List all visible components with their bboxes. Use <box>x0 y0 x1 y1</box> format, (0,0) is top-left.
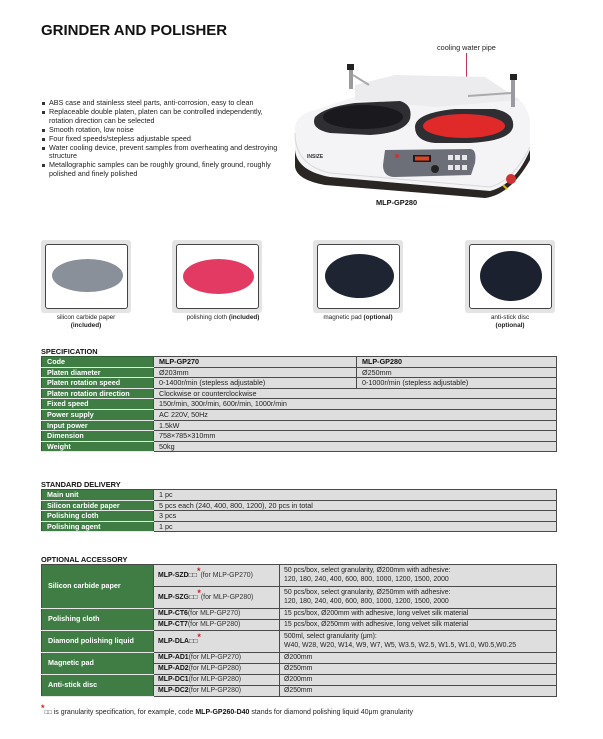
accessory-code: MLP-AD2(for MLP-GP280) <box>154 664 280 675</box>
delivery-label: Polishing agent <box>42 521 154 532</box>
accessory-group-label: Polishing cloth <box>42 609 154 631</box>
spec-value: Clockwise or counterclockwise <box>154 388 557 399</box>
section-title-specification: SPECIFICATION <box>41 347 98 356</box>
spec-label: Dimension <box>42 431 154 442</box>
accessory-description: Ø250mm <box>280 664 557 675</box>
table-row <box>42 388 557 399</box>
table-row <box>42 441 557 452</box>
table-row <box>42 409 557 420</box>
feature-item: Four fixed speeds/stepless adjustable speed <box>41 135 281 144</box>
accessory-description: 50 pcs/box, select granularity, Ø250mm with adhesive: 120, 180, 240, 400, 600, 800, 1000, 1200, 1500, 2000 <box>280 587 557 609</box>
delivery-value: 3 pcs <box>154 511 557 522</box>
feature-item: Replaceable double platen, platen can be controlled independently, rotation direction can be selected <box>41 108 281 126</box>
table-row <box>42 399 557 410</box>
specification-table <box>41 356 557 452</box>
table-row <box>42 631 557 653</box>
accessory-group-label: Silicon carbide paper <box>42 565 154 609</box>
spec-label: Platen rotation speed <box>42 378 154 389</box>
caption-magnetic-pad: magnetic pad (optional) <box>323 314 393 321</box>
spec-label: Platen rotation direction <box>42 388 154 399</box>
caption-anti-stick-disc: anti-stick disc (optional) <box>490 314 530 329</box>
table-row <box>42 565 557 587</box>
spec-value-gp280: MLP-GP280 <box>357 357 557 368</box>
spec-label: Power supply <box>42 409 154 420</box>
caption-silicon-carbide-paper: silicon carbide paper (included) <box>56 314 116 329</box>
spec-value-gp270: MLP-GP270 <box>154 357 357 368</box>
accessory-description: Ø200mm <box>280 653 557 664</box>
table-row <box>42 609 557 620</box>
table-row <box>42 378 557 389</box>
feature-item: ABS case and stainless steel parts, anti-corrosion, easy to clean <box>41 99 281 108</box>
delivery-label: Silicon carbide paper <box>42 500 154 511</box>
anti-stick-disc-image <box>480 251 542 301</box>
silicon-carbide-paper-image <box>52 259 123 292</box>
delivery-value: 1 pc <box>154 521 557 532</box>
feature-item: Smooth rotation, low noise <box>41 126 281 135</box>
spec-label: Weight <box>42 441 154 452</box>
optional-accessory-table <box>41 564 557 697</box>
table-row <box>42 420 557 431</box>
accessory-code: MLP-CT7(for MLP-GP280) <box>154 620 280 631</box>
table-row <box>42 367 557 378</box>
accessory-group-label: Diamond polishing liquid <box>42 631 154 653</box>
accessory-description: 15 pcs/box, Ø250mm with adhesive, long velvet silk material <box>280 620 557 631</box>
spec-value-gp280: Ø250mm <box>357 367 557 378</box>
accessory-description: Ø200mm <box>280 675 557 686</box>
callout-label: cooling water pipe <box>437 43 496 52</box>
spec-label: Platen diameter <box>42 367 154 378</box>
magnetic-pad-image <box>325 254 394 298</box>
accessory-description: 50 pcs/box, select granularity, Ø200mm with adhesive: 120, 180, 240, 400, 600, 800, 1000, 1200, 1500, 2000 <box>280 565 557 587</box>
delivery-label: Polishing cloth <box>42 511 154 522</box>
table-row <box>42 511 557 522</box>
thumb-polishing-cloth <box>172 240 262 313</box>
accessory-code: MLP-DLA□□* <box>154 631 280 653</box>
delivery-value: 5 pcs each (240, 400, 800, 1200), 20 pcs in total <box>154 500 557 511</box>
polishing-cloth-image <box>183 259 254 294</box>
thumb-magnetic-pad <box>313 240 403 313</box>
accessory-code: MLP-DC1(for MLP-GP280) <box>154 675 280 686</box>
table-row <box>42 500 557 511</box>
accessory-description: Ø250mm <box>280 686 557 697</box>
delivery-label: Main unit <box>42 490 154 501</box>
delivery-value: 1 pc <box>154 490 557 501</box>
product-caption: MLP-GP280 <box>376 198 418 207</box>
feature-list <box>41 99 281 179</box>
feature-item: Metallographic samples can be roughly ground, finely ground, roughly polished and finely polished <box>41 161 281 179</box>
table-row <box>42 431 557 442</box>
accessory-code: MLP-SZG□□*(for MLP-GP280) <box>154 587 280 609</box>
spec-value: AC 220V, 50Hz <box>154 409 557 420</box>
accessory-description: 500ml, select granularity (μm): W40, W28, W20, W14, W9, W7, W5, W3.5, W2.5, W1.5, W1.0, W0.5,W0.25 <box>280 631 557 653</box>
accessory-code: MLP-AD1(for MLP-GP270) <box>154 653 280 664</box>
spec-value-gp280: 0-1000r/min (stepless adjustable) <box>357 378 557 389</box>
spec-value: 1.5kW <box>154 420 557 431</box>
table-row <box>42 653 557 664</box>
caption-polishing-cloth: polishing cloth (included) <box>186 314 260 321</box>
spec-value-gp270: 0-1400r/min (stepless adjustable) <box>154 378 357 389</box>
brand-badge: INSIZE <box>307 154 324 160</box>
spec-value: 758×785×310mm <box>154 431 557 442</box>
spec-label: Fixed speed <box>42 399 154 410</box>
product-image-grinder-polisher <box>285 55 535 200</box>
accessory-group-label: Magnetic pad <box>42 653 154 675</box>
table-row <box>42 675 557 686</box>
accessory-description: 15 pcs/box, Ø200mm with adhesive, long velvet silk material <box>280 609 557 620</box>
table-row <box>42 490 557 501</box>
table-row <box>42 521 557 532</box>
section-title-optional-accessory: OPTIONAL ACCESSORY <box>41 555 128 564</box>
spec-label: Input power <box>42 420 154 431</box>
asterisk-icon: * <box>41 703 45 713</box>
accessory-code: MLP-DC2(for MLP-GP280) <box>154 686 280 697</box>
spec-label: Code <box>42 357 154 368</box>
feature-item: Water cooling device, prevent samples from overheating and destroying structure <box>41 144 281 162</box>
spec-value: 150r/min, 300r/min, 600r/min, 1000r/min <box>154 399 557 410</box>
table-row <box>42 357 557 368</box>
accessory-code: MLP-CT6(for MLP-GP270) <box>154 609 280 620</box>
accessory-group-label: Anti-stick disc <box>42 675 154 697</box>
thumb-anti-stick-disc <box>465 240 555 313</box>
spec-value-gp270: Ø203mm <box>154 367 357 378</box>
accessory-code: MLP-SZD□□*(for MLP-GP270) <box>154 565 280 587</box>
standard-delivery-table <box>41 489 557 532</box>
page-title: GRINDER AND POLISHER <box>41 22 228 39</box>
footnote: *□□ is granularity specification, for example, code MLP-GP260-D40 stands for diamond polishing liquid 40μm granularity <box>41 703 413 716</box>
section-title-standard-delivery: STANDARD DELIVERY <box>41 480 121 489</box>
thumb-silicon-carbide-paper <box>41 240 131 313</box>
spec-value: 50kg <box>154 441 557 452</box>
